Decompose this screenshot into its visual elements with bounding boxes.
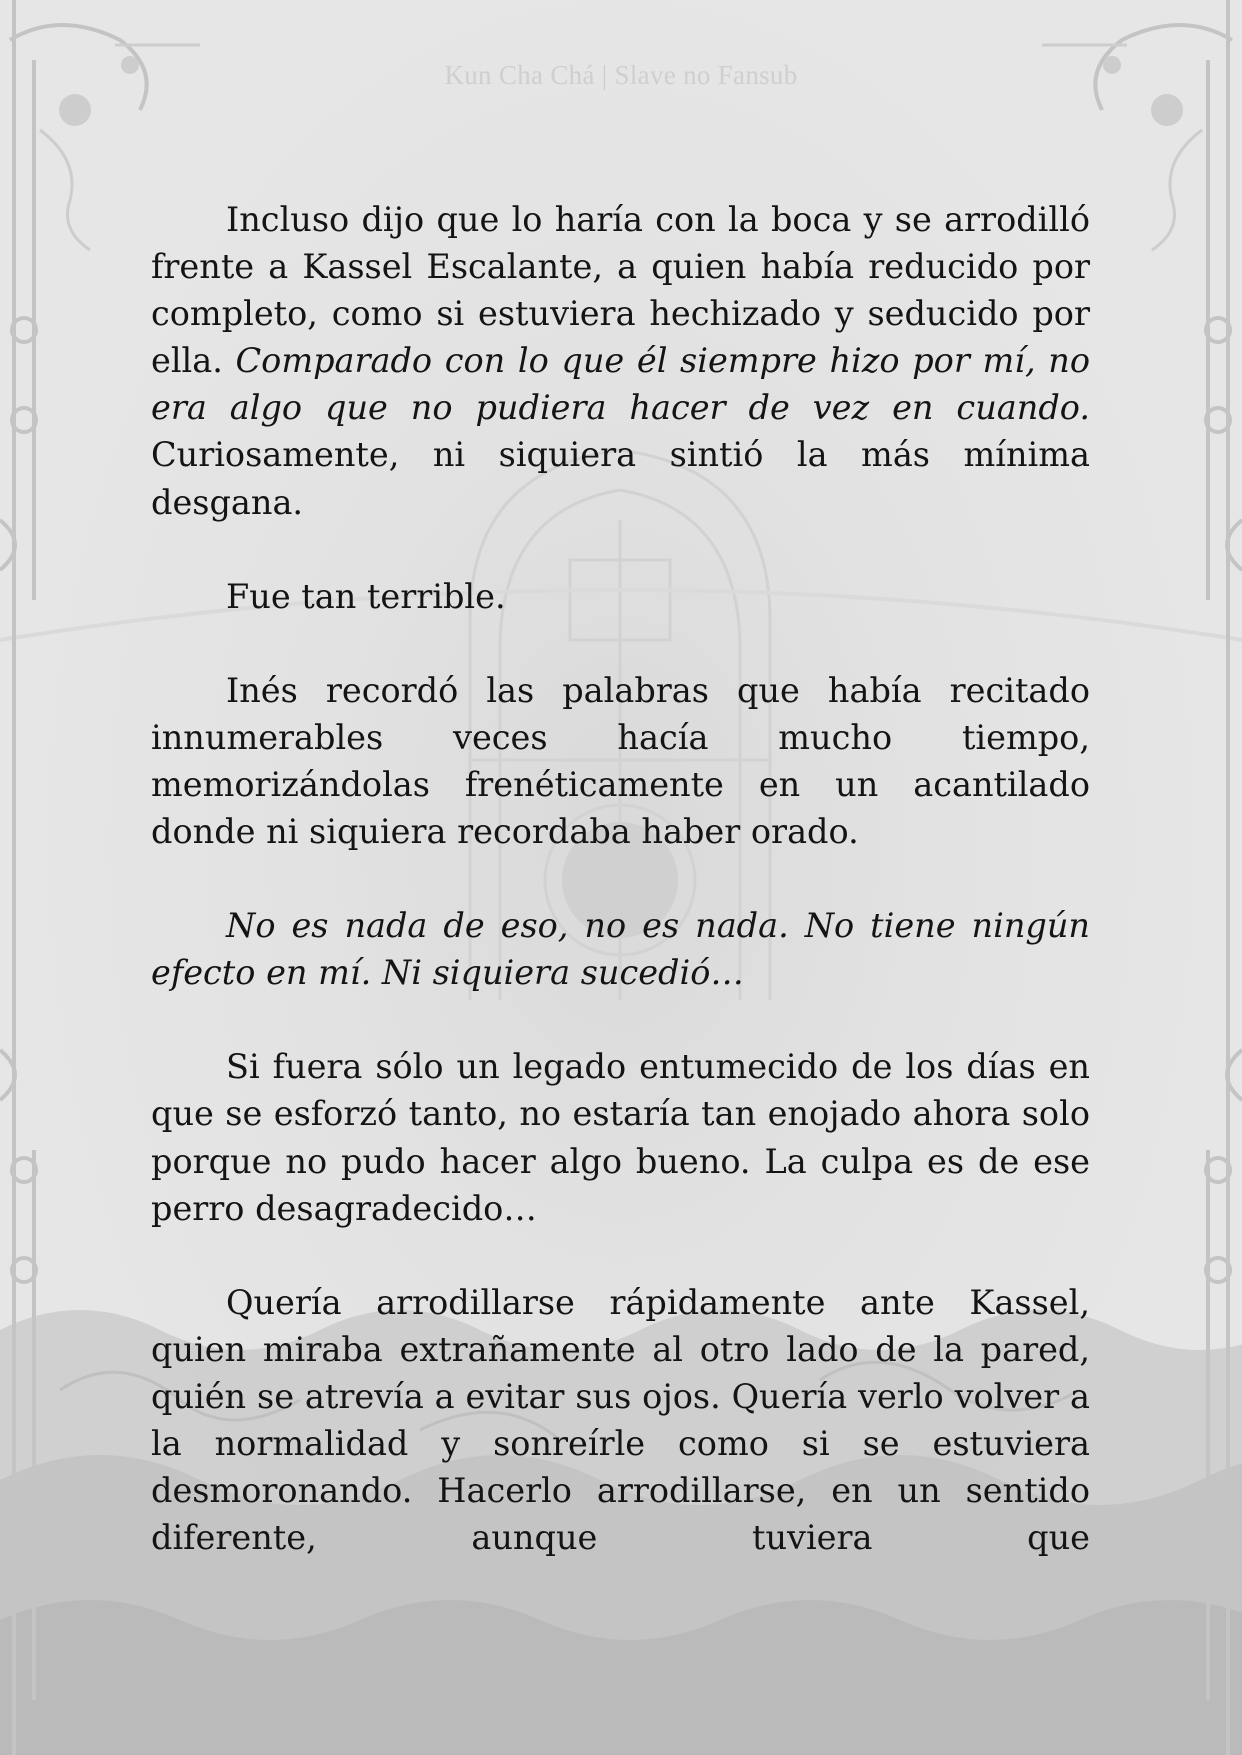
- paragraph-text: Curiosamente, ni siquiera sintió la más mínima desgana.: [151, 435, 1090, 522]
- paragraph: Quería arrodillarse rápidamente ante Kassel, quien miraba extrañamente al otro lado de la pared, quién se atrevía a evitar sus ojos. Quería verlo volver a la normalidad y sonreírle como si se estuviera desmoronando. Hacerlo arrodillarse, en un sentido diferente, aunque tuviera que: [151, 1282, 1090, 1558]
- italic-thought: No es nada de eso, no es nada. No tiene ningún efecto en mí. Ni siquiera sucedió…: [151, 906, 1090, 993]
- paragraph: [151, 196, 1090, 526]
- paragraph: [151, 902, 1090, 996]
- watermark: Kun Cha Chá | Slave no Fansub: [444, 60, 798, 90]
- paragraph-text: Incluso dijo que lo haría con la boca y se arrodilló frente a Kassel Escalante, a quien había reducido por completo, como si estuviera hechizado y seducido por ella.: [151, 200, 1090, 381]
- paragraph: Inés recordó las palabras que había recitado innumerables veces hacía mucho tiempo, memorizándolas frenéticamente en un acantilado donde ni siquiera recordaba haber orado.: [151, 670, 1090, 852]
- paragraph: Fue tan terrible.: [226, 576, 506, 616]
- italic-thought: Comparado con lo que él siempre hizo por mí, no era algo que no pudiera hacer de vez en cuando.: [151, 341, 1090, 428]
- body-text: [151, 196, 1090, 1561]
- paragraph: Si fuera sólo un legado entumecido de los días en que se esforzó tanto, no estaría tan enojado ahora solo porque no pudo hacer algo bueno. La culpa es de ese perro desagradecido…: [151, 1047, 1090, 1228]
